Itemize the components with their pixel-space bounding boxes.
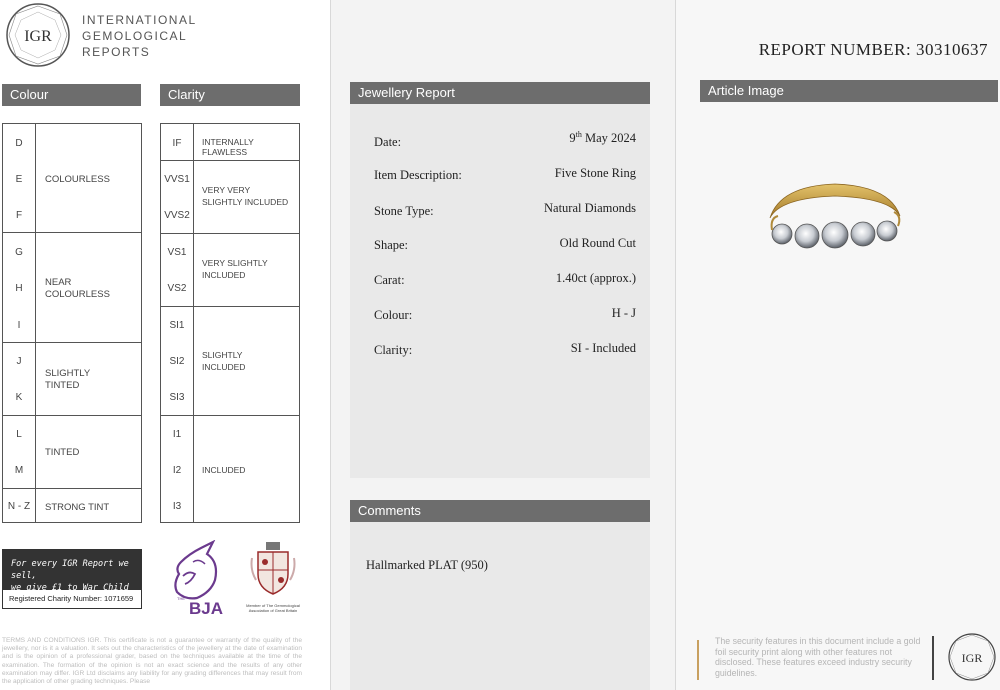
- clarity-group-label: VERY VERY SLIGHTLY INCLUDED: [202, 185, 289, 207]
- colour-grade: L: [16, 429, 22, 440]
- colour-group-label: SLIGHTLY TINTED: [45, 368, 91, 391]
- item-description-label: Item Description:: [374, 168, 462, 182]
- security-divider-dark: [932, 636, 934, 680]
- article-image-panel: [675, 0, 1000, 690]
- colour-value: H - J: [611, 306, 636, 320]
- colour-grade: M: [14, 465, 24, 476]
- colour-grade: F: [15, 210, 23, 221]
- grading-scales-panel: [0, 0, 330, 690]
- clarity-grade: VS1: [167, 247, 187, 258]
- jewellery-report-header: Jewellery Report: [350, 82, 650, 104]
- bja-unicorn-logo-icon: [163, 540, 235, 618]
- security-divider: [697, 640, 699, 680]
- charity-message: For every IGR Report we sell, we give £1 to War Child: [3, 550, 141, 590]
- svg-text:THE: THE: [177, 596, 185, 601]
- colour-grade: N - Z: [7, 501, 31, 512]
- clarity-group-label: VERY SLIGHTLY INCLUDED: [202, 258, 268, 280]
- terms-and-conditions: TERMS AND CONDITIONS IGR. This certificate is not a guarantee or warranty of the quality of the jewellery, nor is it a valuation. It sets out the characteristics of the jewellery at the date of examination and is the opinion of a professional grader, based on the techniques available at the time of the examination. The formation of the opinion is not an exact science and the results of any other examination may differ. IGR Ltd disclaims any liability for any grading differences that may result from the application of other grading techniques. Please: [2, 637, 302, 686]
- charity-badge: [2, 549, 142, 609]
- svg-text:IGR: IGR: [961, 651, 983, 665]
- colour-grade: G: [15, 247, 23, 258]
- colour-grade: D: [15, 138, 23, 149]
- clarity-grade: I3: [172, 501, 182, 512]
- colour-scale-table: [2, 123, 142, 523]
- colour-group-label: COLOURLESS: [45, 174, 110, 185]
- clarity-label: Clarity:: [374, 343, 413, 357]
- shape-label: Shape:: [374, 238, 409, 252]
- report-number: REPORT NUMBER: 30310637: [758, 40, 988, 59]
- date-label: Date:: [374, 135, 402, 149]
- clarity-value: SI - Included: [570, 341, 636, 355]
- comments-body: [350, 522, 650, 690]
- carat-value: 1.40ct (approx.): [555, 271, 636, 285]
- shape-value: Old Round Cut: [559, 236, 636, 250]
- brand-line-1: INTERNATIONAL: [82, 13, 197, 27]
- date-value: 9th May 2024: [569, 130, 636, 146]
- comments-header: Comments: [350, 500, 650, 522]
- svg-text:IGR: IGR: [24, 28, 52, 45]
- igr-logo-icon: [5, 2, 71, 68]
- clarity-grade: SI2: [169, 356, 185, 367]
- colour-grade: I: [17, 320, 21, 331]
- article-image-header: Article Image: [700, 80, 998, 102]
- brand-name: [82, 12, 197, 60]
- colour-grade: E: [15, 174, 23, 185]
- clarity-grade: I2: [172, 465, 182, 476]
- colour-label: Colour:: [374, 308, 413, 322]
- clarity-header: Clarity: [160, 84, 300, 106]
- clarity-group-label: INTERNALLY FLAWLESS: [202, 137, 254, 157]
- gemmological-association-caption: Member of The Gemmological Association of Great Britain: [246, 603, 300, 613]
- clarity-grade: SI3: [169, 392, 185, 403]
- clarity-grade: VVS1: [164, 174, 190, 185]
- clarity-grade: SI1: [169, 320, 185, 331]
- security-note: The security features in this document include a gold foil security print along with other features not disclosed. These features exceed industry security guidelines.: [715, 636, 921, 678]
- stone-type-value: Natural Diamonds: [544, 201, 636, 215]
- colour-group-label: NEAR COLOURLESS: [45, 277, 110, 300]
- igr-seal-icon: [947, 632, 997, 682]
- clarity-group-label: INCLUDED: [202, 465, 246, 475]
- gemmological-association-crest-icon: [248, 540, 298, 600]
- colour-header: Colour: [2, 84, 141, 106]
- stone-type-label: Stone Type:: [374, 204, 434, 218]
- colour-grade: K: [15, 392, 23, 403]
- clarity-scale-table: [160, 123, 300, 523]
- report-details: [350, 104, 650, 478]
- colour-grade: J: [16, 356, 22, 367]
- brand-line-2: GEMOLOGICAL: [82, 29, 188, 43]
- clarity-grade: I1: [172, 429, 182, 440]
- colour-group-label: TINTED: [45, 447, 80, 458]
- clarity-grade: VVS2: [164, 210, 190, 221]
- clarity-grade: IF: [172, 138, 182, 149]
- svg-text:BJA: BJA: [189, 599, 224, 618]
- carat-label: Carat:: [374, 273, 405, 287]
- colour-grade: H: [15, 283, 23, 294]
- clarity-group-label: SLIGHTLY INCLUDED: [202, 350, 246, 372]
- clarity-grade: VS2: [167, 283, 187, 294]
- charity-number: Registered Charity Number: 1071659: [9, 594, 134, 603]
- brand-line-3: REPORTS: [82, 45, 151, 59]
- comment-text: Hallmarked PLAT (950): [366, 558, 488, 572]
- five-stone-ring-image: [760, 178, 910, 258]
- item-description-value: Five Stone Ring: [554, 166, 636, 180]
- colour-group-label: STRONG TINT: [45, 502, 110, 513]
